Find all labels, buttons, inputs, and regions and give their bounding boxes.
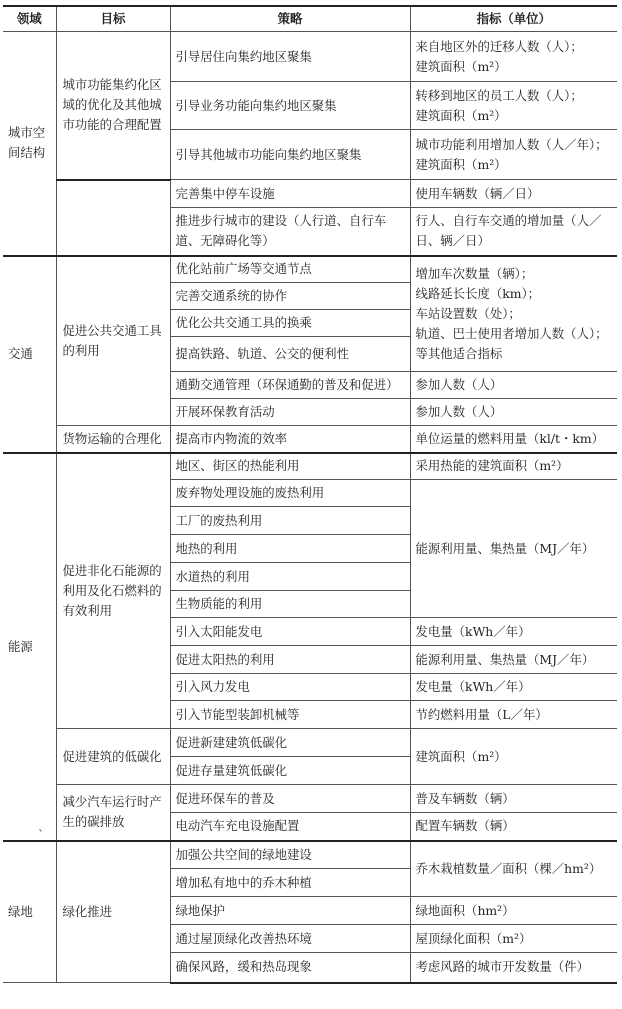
strategy-cell: 促进太阳热的利用 <box>170 646 410 674</box>
table-row <box>3 256 617 283</box>
indicator-line: 建筑面积（m²） <box>415 156 507 172</box>
strategy-cell: 开展环保教育活动 <box>170 399 410 426</box>
strategy-cell: 推进步行城市的建设（人行道、自行车道、无障碍化等） <box>170 208 410 256</box>
goal-urban: 城市功能集约化区域的优化及其他城市功能的合理配置 <box>56 32 170 180</box>
strategy-cell: 地热的利用 <box>170 535 410 563</box>
strategy-cell: 引入太阳能发电 <box>170 618 410 646</box>
goal-vehicle: 减少汽车运行时产生的碳排放 <box>56 785 170 841</box>
strategy-cell: 通过屋顶绿化改善热环境 <box>170 925 410 953</box>
strategy-cell: 引导业务功能向集约地区聚集 <box>170 82 410 130</box>
strategy-cell: 增加私有地中的乔木种植 <box>170 869 410 897</box>
domain-urban: 城市空间结构 <box>3 32 56 256</box>
indicator-cell <box>410 32 617 82</box>
strategy-cell: 工厂的废热利用 <box>170 507 410 535</box>
indicator-cell <box>410 256 617 372</box>
table-row <box>3 426 617 453</box>
strategy-cell: 促进新建建筑低碳化 <box>170 729 410 757</box>
strategy-cell: 促进环保车的普及 <box>170 785 410 813</box>
indicator-cell <box>410 82 617 130</box>
table-row <box>3 785 617 813</box>
table-row <box>3 841 617 869</box>
strategy-cell: 加强公共空间的绿地建设 <box>170 841 410 869</box>
indicator-cell: 建筑面积（m²） <box>410 729 617 785</box>
goal-freight: 货物运输的合理化 <box>56 426 170 453</box>
table-row <box>3 729 617 757</box>
goal-empty <box>56 180 170 256</box>
indicator-line: 等其他适合指标 <box>415 345 503 361</box>
strategy-cell: 水道热的利用 <box>170 563 410 591</box>
indicator-cell: 乔木栽植数量／面积（棵／hm²） <box>410 841 617 897</box>
indicator-table <box>3 5 617 984</box>
indicator-line: 建筑面积（m²） <box>415 107 507 123</box>
indicator-cell: 使用车辆数（辆／日） <box>410 180 617 208</box>
strategy-cell: 地区、街区的热能利用 <box>170 453 410 480</box>
strategy-cell: 提高市内物流的效率 <box>170 426 410 453</box>
domain-energy: 能源 <box>3 453 56 841</box>
indicator-cell: 单位运量的燃料用量（kl/t・km） <box>410 426 617 453</box>
strategy-cell: 完善交通系统的协作 <box>170 283 410 310</box>
header-indicator: 指标（单位） <box>410 6 617 32</box>
strategy-cell: 引入节能型装卸机械等 <box>170 701 410 729</box>
strategy-cell: 引导其他城市功能向集约地区聚集 <box>170 130 410 180</box>
domain-traffic: 交通 <box>3 256 56 453</box>
goal-nonfossil: 促进非化石能源的利用及化石燃料的有效利用 <box>56 453 170 729</box>
indicator-cell: 普及车辆数（辆） <box>410 785 617 813</box>
indicator-line: 增加车次数量（辆）； <box>415 265 534 281</box>
table-row <box>3 180 617 208</box>
strategy-cell: 确保风路，缓和热岛现象 <box>170 953 410 983</box>
strategy-cell: 废弃物处理设施的废热利用 <box>170 480 410 507</box>
indicator-cell <box>410 130 617 180</box>
header-row <box>3 6 617 32</box>
strategy-cell: 引导居住向集约地区聚集 <box>170 32 410 82</box>
indicator-cell: 屋顶绿化面积（m²） <box>410 925 617 953</box>
indicator-cell: 采用热能的建筑面积（m²） <box>410 453 617 480</box>
indicator-cell: 考虑风路的城市开发数量（件） <box>410 953 617 983</box>
goal-greening: 绿化推进 <box>56 841 170 983</box>
table-row <box>3 453 617 480</box>
header-goal: 目标 <box>56 6 170 32</box>
indicator-cell: 参加人数（人） <box>410 399 617 426</box>
header-domain: 领域 <box>3 6 56 32</box>
header-strategy: 策略 <box>170 6 410 32</box>
indicator-line: 轨道、巴士使用者增加人数（人）； <box>415 325 608 341</box>
indicator-line: 线路延长长度（km）； <box>415 285 541 301</box>
strategy-cell: 优化公共交通工具的换乘 <box>170 310 410 337</box>
strategy-cell: 促进存量建筑低碳化 <box>170 757 410 785</box>
indicator-line: 城市功能利用增加人数（人／年）； <box>415 136 608 152</box>
indicator-line: 车站设置数（处）； <box>415 305 521 321</box>
indicator-cell: 能源利用量、集热量（MJ／年） <box>410 646 617 674</box>
indicator-line: 转移到地区的员工人数（人）； <box>415 87 583 103</box>
strategy-cell: 绿地保护 <box>170 897 410 925</box>
indicator-cell: 节约燃料用量（L／年） <box>410 701 617 729</box>
goal-building: 促进建筑的低碳化 <box>56 729 170 785</box>
indicator-cell: 能源利用量、集热量（MJ／年） <box>410 480 617 618</box>
indicator-cell: 绿地面积（hm²） <box>410 897 617 925</box>
strategy-cell: 电动汽车充电设施配置 <box>170 813 410 841</box>
goal-transit: 促进公共交通工具的利用 <box>56 256 170 426</box>
table-row <box>3 32 617 82</box>
indicator-line: 来自地区外的迁移人数（人）； <box>415 38 583 54</box>
indicator-cell: 发电量（kWh／年） <box>410 674 617 701</box>
strategy-cell: 优化站前广场等交通节点 <box>170 256 410 283</box>
indicator-cell: 参加人数（人） <box>410 372 617 399</box>
stray-mark: ` <box>38 828 44 842</box>
strategy-cell: 引入风力发电 <box>170 674 410 701</box>
strategy-cell: 完善集中停车设施 <box>170 180 410 208</box>
strategy-cell: 通勤交通管理（环保通勤的普及和促进） <box>170 372 410 399</box>
indicator-cell: 发电量（kWh／年） <box>410 618 617 646</box>
indicator-cell: 行人、自行车交通的增加量（人／日、辆／日） <box>410 208 617 256</box>
strategy-cell: 提高铁路、轨道、公交的便利性 <box>170 337 410 372</box>
indicator-line: 建筑面积（m²） <box>415 58 507 74</box>
domain-green: 绿地 <box>3 841 56 983</box>
strategy-cell: 生物质能的利用 <box>170 591 410 618</box>
indicator-cell: 配置车辆数（辆） <box>410 813 617 841</box>
